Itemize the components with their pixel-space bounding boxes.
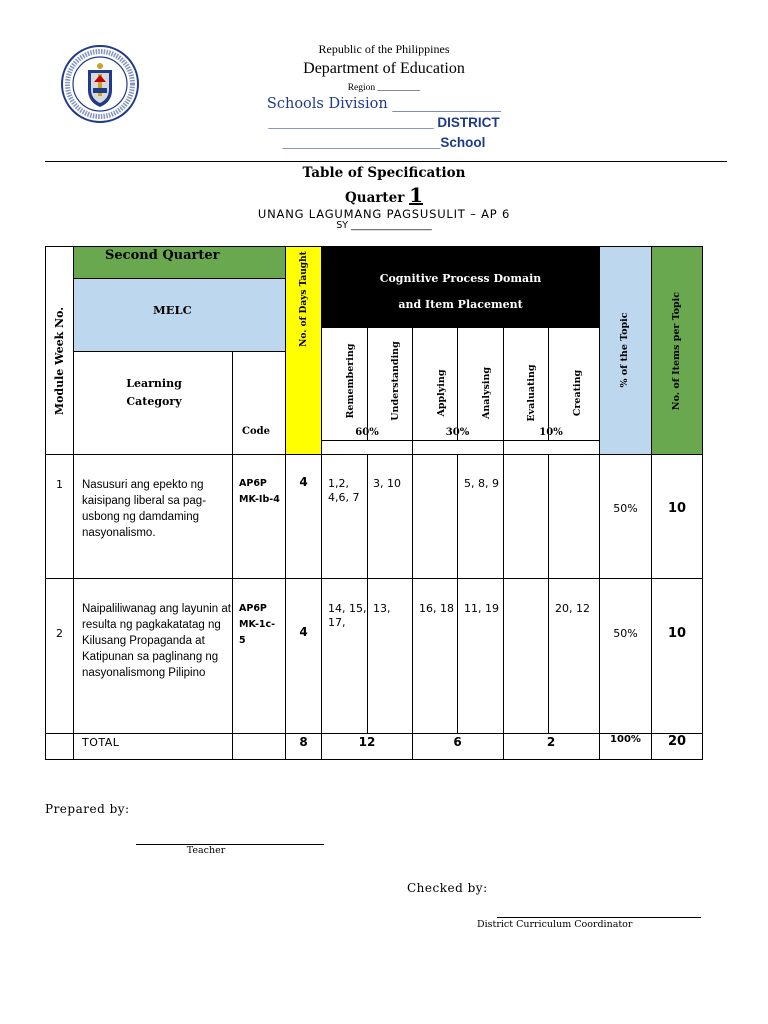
level-applying: Applying <box>436 369 447 417</box>
total-label: TOTAL <box>82 736 120 749</box>
level-remembering: Remembering <box>345 343 356 419</box>
coordinator-label: District Curriculum Coordinator <box>477 919 633 930</box>
coordinator-signature-line <box>497 917 701 918</box>
row2-week: 2 <box>56 627 63 640</box>
total-items: 20 <box>667 734 687 749</box>
school-year-line: SY _________________ <box>336 220 432 231</box>
grid-line <box>548 454 549 733</box>
row1-days: 4 <box>299 475 308 489</box>
specification-table <box>45 246 703 760</box>
grid-line <box>321 247 322 759</box>
cognitive-domain-cell <box>322 247 599 327</box>
second-quarter-label: Second Quarter <box>105 248 220 263</box>
row2-analysing: 11, 19 <box>464 602 499 615</box>
grid-line <box>73 247 74 759</box>
row1-remembering: 1,2, 4,6, 7 <box>328 477 360 504</box>
schools-division-line: Schools Division _______________ <box>266 96 502 112</box>
row1-code: AP6P MK-Ib-4 <box>239 478 280 505</box>
row1-week: 1 <box>56 478 63 491</box>
total-days: 8 <box>299 735 308 749</box>
percent-topic-cell <box>600 247 651 454</box>
grid-line <box>46 733 702 734</box>
grid-line <box>651 247 652 759</box>
row1-items: 10 <box>667 501 687 516</box>
grid-line <box>367 327 368 440</box>
grid-line <box>457 327 458 440</box>
group-60-label: 60% <box>355 427 379 438</box>
row1-understanding: 3, 10 <box>373 477 401 490</box>
district-line: ______________________ DISTRICT <box>268 115 500 130</box>
second-quarter-cell <box>73 247 285 278</box>
row2-percent: 50% <box>613 627 638 640</box>
document-title: Table of Specification <box>302 165 466 181</box>
row2-understanding: 13, <box>373 602 391 615</box>
items-per-topic-label: No. of Items per Topic <box>671 291 682 411</box>
prepared-by-label: Prepared by: <box>45 802 130 816</box>
grid-line <box>232 351 233 759</box>
row2-days: 4 <box>299 625 308 639</box>
teacher-label: Teacher <box>186 845 226 856</box>
row1-analysing: 5, 8, 9 <box>464 477 499 490</box>
level-analysing: Analysing <box>481 366 492 420</box>
republic-text: Republic of the Philippines <box>318 42 450 56</box>
grid-line <box>46 578 702 579</box>
melc-label: MELC <box>153 303 192 317</box>
header-divider <box>45 161 727 162</box>
grid-line <box>46 454 702 455</box>
school-line: _____________________School <box>282 135 486 150</box>
grid-line <box>322 440 599 441</box>
checked-by-label: Checked by: <box>407 881 488 895</box>
group-10-label: 10% <box>539 427 563 438</box>
exam-title: UNANG LAGUMANG PAGSUSULIT – AP 6 <box>257 207 511 221</box>
items-per-topic-cell <box>652 247 702 454</box>
grid-line <box>73 351 285 352</box>
row1-competency: Nasusuri ang epekto ng kaisipang liberal sa pag-usbong ng damdaming nasyonalismo. <box>82 479 207 539</box>
grid-line <box>457 454 458 733</box>
quarter-label: Quarter <box>345 190 405 206</box>
grid-line <box>412 327 413 759</box>
grid-line <box>322 327 599 328</box>
row2-remembering: 14, 15, 17, <box>328 602 367 629</box>
department-title: Department of Education <box>303 60 465 77</box>
quarter-line <box>0 183 768 207</box>
row2-code: AP6P MK-1c-5 <box>239 603 276 646</box>
total-30: 6 <box>453 735 462 749</box>
row2-creating: 20, 12 <box>555 602 590 615</box>
row2-competency: Naipaliliwanag ang layunin at resulta ng pagkakatatag ng Kilusang Propaganda at Katipunan sa paglinang ng nasyonalismong Pilipino <box>82 603 231 679</box>
row2-items: 10 <box>667 626 687 641</box>
grid-line <box>548 327 549 440</box>
grid-line <box>367 454 368 733</box>
grid-line <box>73 278 285 279</box>
module-week-label: Module Week No. <box>53 306 66 416</box>
row1-percent: 50% <box>613 502 638 515</box>
grid-line <box>285 247 286 759</box>
grid-line <box>503 327 504 759</box>
total-60: 12 <box>358 735 376 749</box>
level-understanding: Understanding <box>390 341 401 421</box>
code-label: Code <box>242 426 270 437</box>
cognitive-domain-line2: and Item Placement <box>398 298 523 311</box>
group-30-label: 30% <box>445 427 470 438</box>
level-evaluating: Evaluating <box>526 364 537 422</box>
melc-cell <box>73 278 285 351</box>
days-taught-label: No. of Days Taught <box>299 251 309 347</box>
total-10: 2 <box>546 735 556 749</box>
days-taught-cell <box>286 247 321 454</box>
level-creating: Creating <box>572 369 583 417</box>
cognitive-domain-line1: Cognitive Process Domain <box>379 272 542 285</box>
row2-applying: 16, 18 <box>419 602 454 615</box>
region-line: Region _________ <box>347 83 421 93</box>
learning-category-label: Learning Category <box>126 377 182 408</box>
quarter-number: 1 <box>409 183 423 207</box>
grid-line <box>599 247 600 759</box>
percent-topic-label: % of the Topic <box>619 312 630 388</box>
total-percent: 100% <box>610 734 641 745</box>
